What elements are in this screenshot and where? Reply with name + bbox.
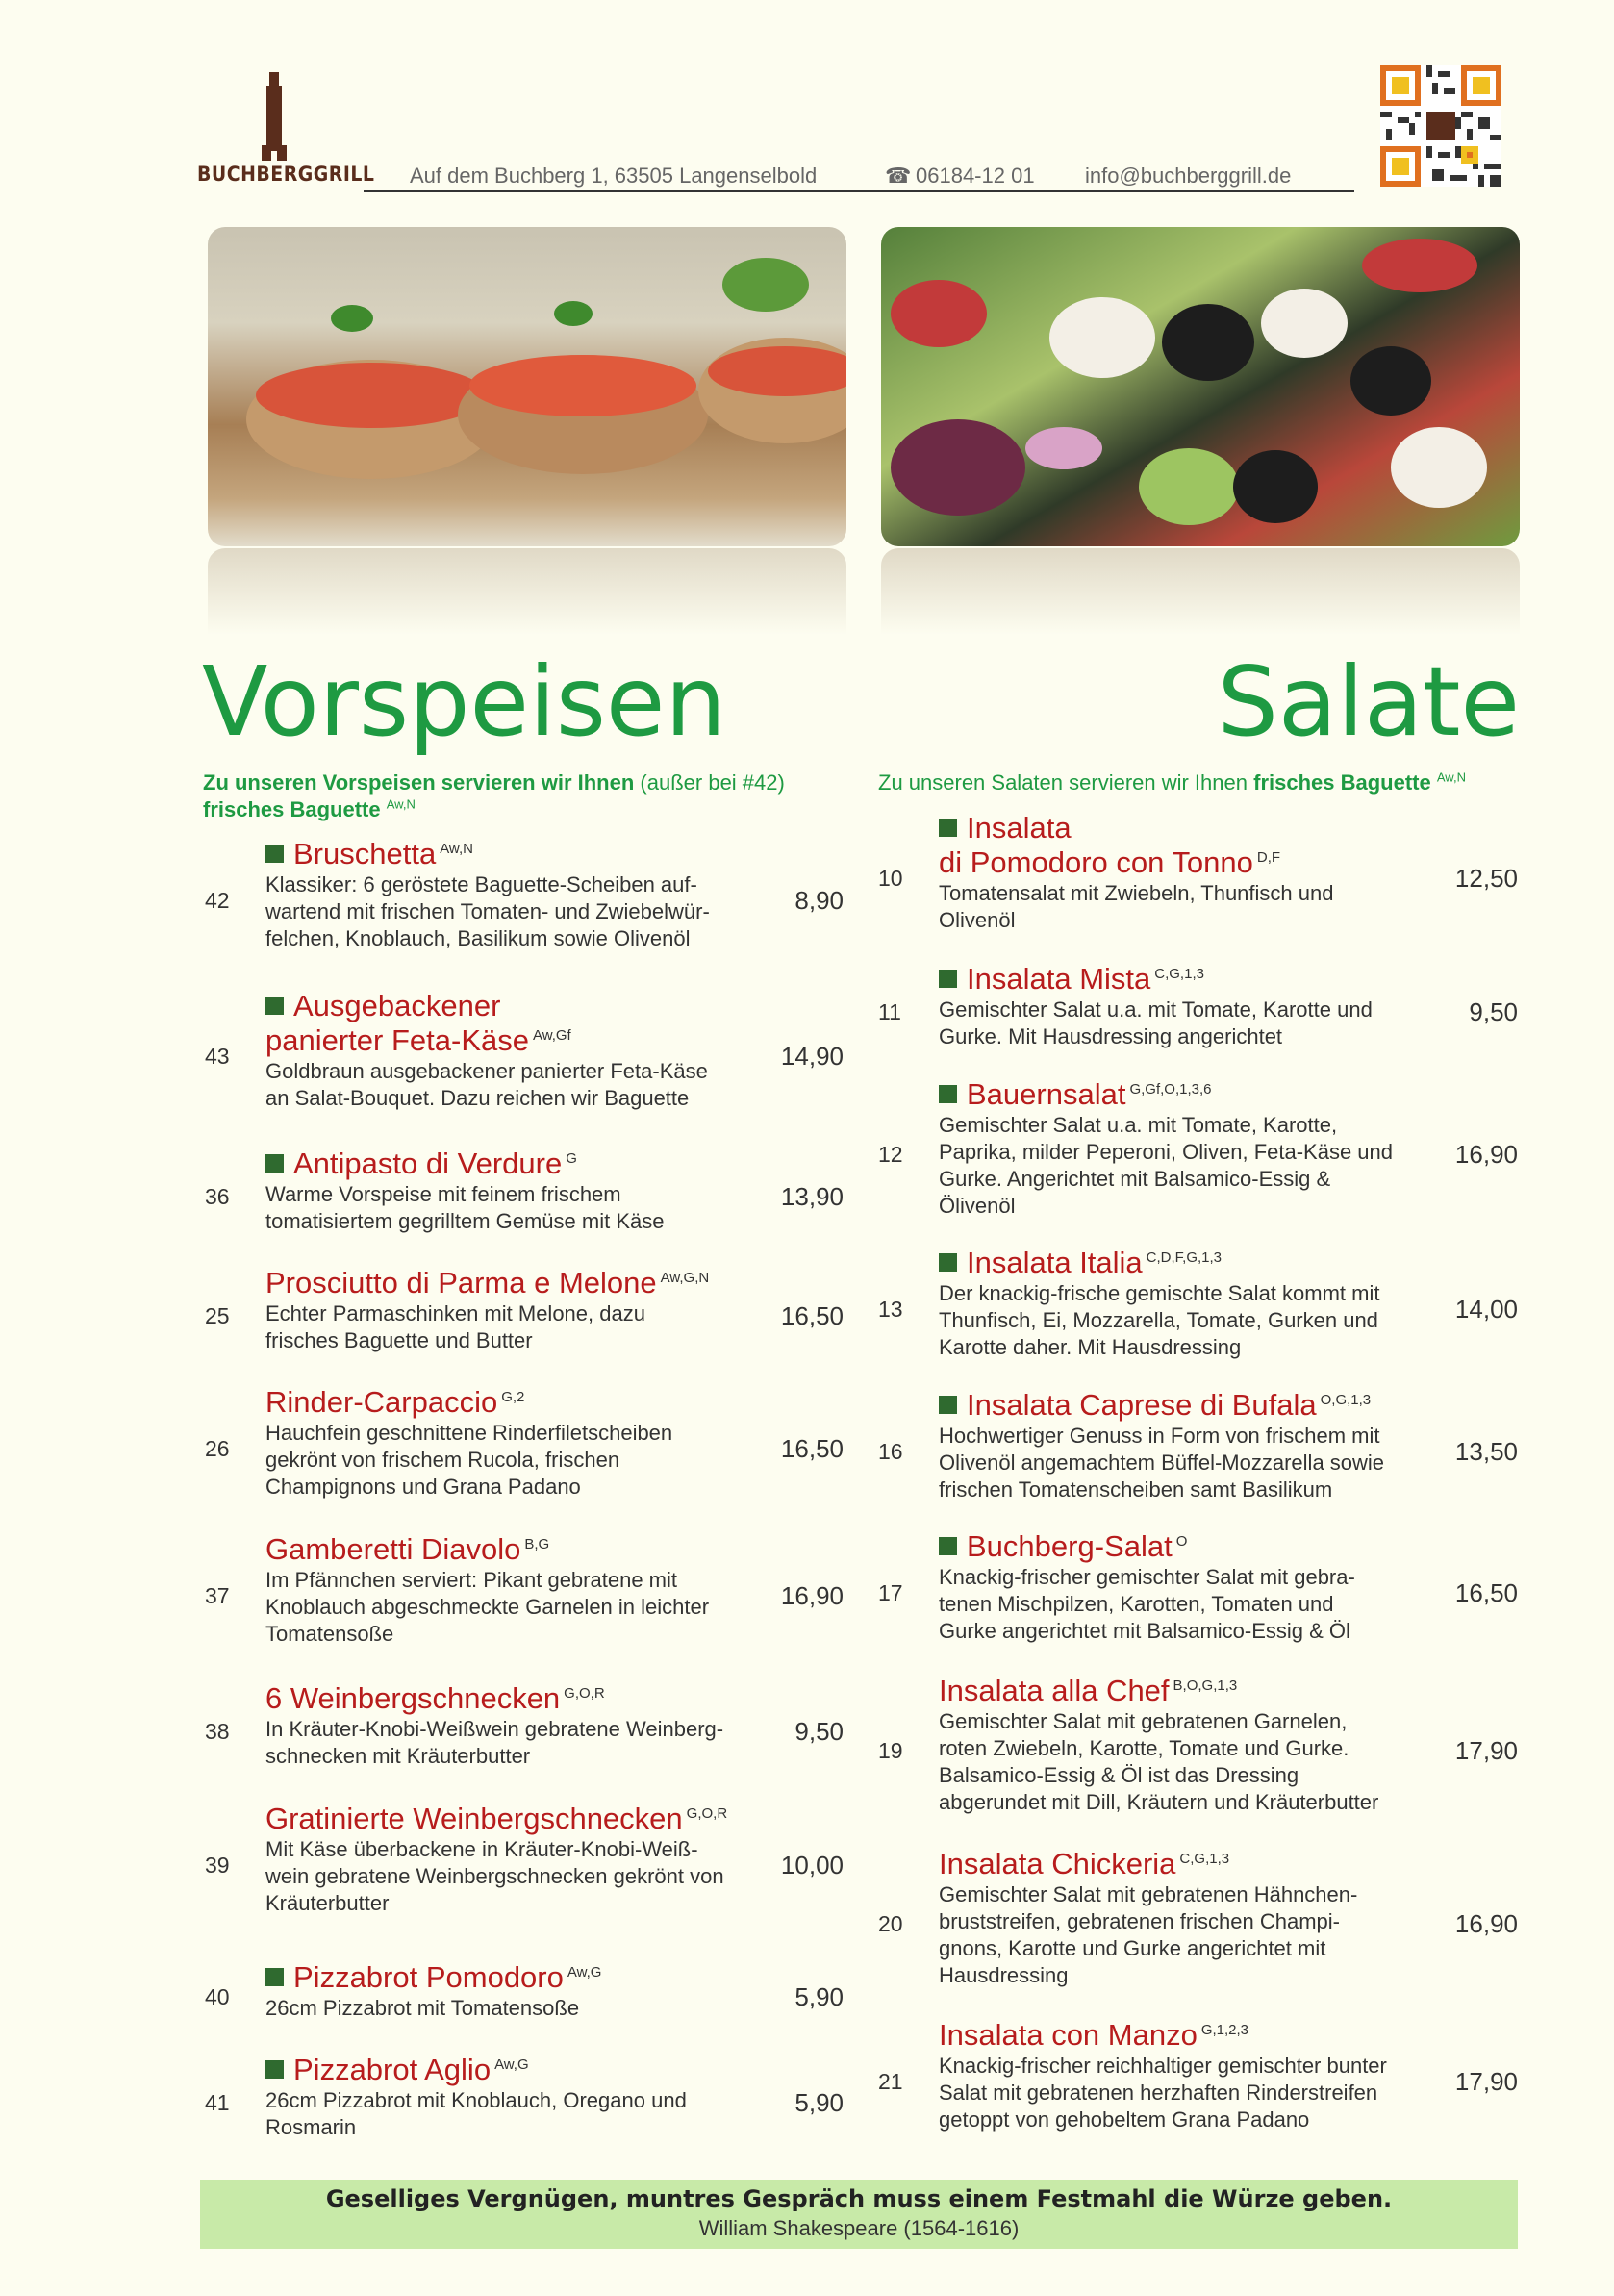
dish-price: 9,50 bbox=[794, 1717, 844, 1746]
dish-number: 36 bbox=[205, 1184, 230, 1209]
menu-item bbox=[878, 1847, 1518, 1989]
dish-price: 16,90 bbox=[780, 1581, 844, 1610]
menu-item bbox=[878, 811, 1518, 934]
menu-item bbox=[205, 1681, 844, 1770]
dish-name: Prosciutto di Parma e Melone $^{Aw,G,N}$ bbox=[265, 1266, 710, 1299]
bullet-icon bbox=[939, 1253, 957, 1272]
allergen-codes: B,G bbox=[524, 1535, 550, 1552]
logo-text: BUCHBERGGRILL bbox=[197, 163, 375, 186]
qr-code-icon[interactable] bbox=[1380, 65, 1501, 187]
dish-name: Ausgebackener bbox=[265, 989, 785, 1023]
menu-item bbox=[878, 1529, 1518, 1645]
allergen-codes: C,D,F,G,1,3 bbox=[1146, 1249, 1223, 1266]
phone-number[interactable]: 06184-12 01 bbox=[916, 164, 1035, 188]
dish-name: Gamberetti Diavolo $^{B,G}$ bbox=[265, 1532, 550, 1566]
menu-item bbox=[878, 2018, 1518, 2133]
dish-price: 17,90 bbox=[1454, 2067, 1518, 2096]
dish-description: Hochwertiger Genuss in Form von frischem mit Olivenöl angemachtem Büffel-Mozzarella sowie frischen Tomatenscheiben samt Basilikum bbox=[939, 1424, 1385, 1501]
footer-quote: Geselliges Vergnügen, muntres Gespräch muss einem Festmahl die Würze geben. bbox=[325, 2185, 1393, 2212]
dish-price: 16,90 bbox=[1454, 1909, 1518, 1938]
allergen-codes: Aw,G bbox=[494, 2056, 529, 2073]
dish-description: 26cm Pizzabrot mit Knoblauch, Oregano und Rosmarin bbox=[265, 2088, 687, 2139]
dish-number: 41 bbox=[205, 2090, 230, 2115]
footer-author: William Shakespeare (1564-1616) bbox=[698, 2216, 1020, 2240]
dish-description: 26cm Pizzabrot mit Tomatensoße bbox=[265, 1996, 580, 2020]
bullet-icon bbox=[939, 1537, 957, 1555]
dish-name: Pizzabrot Aglio $^{Aw,G}$ bbox=[265, 2053, 785, 2087]
photo-reflection bbox=[208, 548, 846, 635]
dish-price: 5,90 bbox=[794, 1982, 844, 2011]
dish-price: 13,90 bbox=[780, 1182, 844, 1211]
dish-description: In Kräuter-Knobi-Weißwein gebratene Weinberg- schnecken mit Kräuterbutter bbox=[265, 1717, 724, 1768]
allergen-codes: G,2 bbox=[501, 1388, 525, 1405]
dish-description: Mit Käse überbackene in Kräuter-Knobi-Weiß- wein gebratene Weinbergschnecken gekrönt von Kräuterbutter bbox=[265, 1837, 724, 1915]
allergen-codes: B,O,G,1,3 bbox=[1173, 1677, 1238, 1694]
menu-item bbox=[205, 1385, 844, 1501]
menu-item bbox=[878, 1674, 1518, 1816]
allergen-codes: G,O,R bbox=[686, 1804, 728, 1822]
salate-intro: Zu unseren Salaten servieren wir Ihnen frisches Baguette $^{Aw,N}$ bbox=[878, 770, 1466, 795]
dish-number: 40 bbox=[205, 1984, 230, 2009]
bullet-icon bbox=[265, 845, 284, 863]
allergen-codes: G,Gf,O,1,3,6 bbox=[1129, 1080, 1212, 1098]
dish-description: Klassiker: 6 geröstete Baguette-Scheiben auf- wartend mit frischen Tomaten- und Zwiebelwür- felchen, Knoblauch, Basilikum sowie Olivenöl bbox=[265, 872, 710, 950]
photo-reflection bbox=[881, 548, 1520, 635]
dish-name: Insalata con Manzo $^{G,1,2,3}$ bbox=[939, 2018, 1249, 2052]
menu-item bbox=[205, 1960, 844, 2022]
allergen-codes: Aw,G,N bbox=[660, 1269, 710, 1286]
dish-description: Gemischter Salat u.a. mit Tomate, Karotte und Gurke. Mit Hausdressing angerichtet bbox=[939, 997, 1373, 1048]
vorspeisen-intro: Zu unseren Vorspeisen servieren wir Ihnen (außer bei #42) frisches Baguette $^{Aw,N}$ bbox=[203, 770, 785, 821]
dish-description: Warme Vorspeise mit feinem frischem tomatisiertem gegrilltem Gemüse mit Käse bbox=[265, 1182, 665, 1233]
allergen-codes: C,G,1,3 bbox=[1154, 965, 1204, 982]
menu-item bbox=[205, 2053, 844, 2141]
allergen-codes: C,G,1,3 bbox=[1179, 1850, 1230, 1867]
tower-icon bbox=[258, 72, 290, 161]
dish-price: 16,50 bbox=[1454, 1578, 1518, 1607]
phone-icon: ☎ bbox=[885, 164, 912, 188]
section-title-vorspeisen: Vorspeisen bbox=[202, 645, 726, 758]
bullet-icon bbox=[939, 970, 957, 988]
dish-price: 14,00 bbox=[1454, 1295, 1518, 1324]
allergen-codes: Aw,G bbox=[567, 1963, 602, 1981]
dish-name: Insalata alla Chef $^{B,O,G,1,3}$ bbox=[939, 1674, 1238, 1707]
dish-price: 16,50 bbox=[780, 1301, 844, 1330]
dish-price: 5,90 bbox=[794, 2088, 844, 2117]
bruschetta-photo bbox=[208, 227, 846, 546]
dish-number: 19 bbox=[878, 1738, 903, 1763]
menu-item bbox=[878, 962, 1518, 1050]
dish-name-cont: di Pomodoro con Tonno $^{D,F}$ bbox=[939, 845, 1281, 879]
dish-number: 26 bbox=[205, 1436, 230, 1461]
allergen-codes: Aw,Gf bbox=[532, 1026, 571, 1044]
allergen-codes: G,1,2,3 bbox=[1200, 2021, 1249, 2038]
menu-item bbox=[878, 1388, 1518, 1503]
bullet-icon bbox=[939, 819, 957, 837]
dish-description: Hauchfein geschnittene Rinderfiletscheiben gekrönt von frischem Rucola, frischen Champignons und Grana Padano bbox=[265, 1421, 673, 1499]
dish-number: 42 bbox=[205, 888, 230, 913]
dish-price: 16,90 bbox=[1454, 1140, 1518, 1169]
dish-number: 17 bbox=[878, 1580, 903, 1605]
bullet-icon bbox=[265, 1968, 284, 1986]
dish-description: Tomatensalat mit Zwiebeln, Thunfisch und Olivenöl bbox=[939, 881, 1334, 932]
dish-price: 16,50 bbox=[780, 1434, 844, 1463]
dish-number: 38 bbox=[205, 1719, 230, 1744]
bullet-icon bbox=[265, 1154, 284, 1173]
dish-name: Insalata Italia $^{C,D,F,G,1,3}$ bbox=[939, 1246, 1439, 1280]
menu-item bbox=[205, 989, 844, 1112]
menu-item bbox=[878, 1246, 1518, 1361]
dish-name: Insalata Chickeria $^{C,G,1,3}$ bbox=[939, 1847, 1230, 1880]
dish-name: Antipasto di Verdure $^G$ bbox=[265, 1147, 785, 1181]
dish-description: Echter Parmaschinken mit Melone, dazu frisches Baguette und Butter bbox=[265, 1301, 645, 1352]
dish-description: Knackig-frischer reichhaltiger gemischter bunter Salat mit gebratenen herzhaften Rinderstreifen getoppt von gehobeltem Grana Padano bbox=[939, 2054, 1387, 2132]
address: Auf dem Buchberg 1, 63505 Langenselbold bbox=[410, 164, 818, 188]
allergen-codes: O bbox=[1175, 1532, 1188, 1550]
dish-description: Goldbraun ausgebackener panierter Feta-Käse an Salat-Bouquet. Dazu reichen wir Baguette bbox=[265, 1059, 708, 1110]
dish-number: 25 bbox=[205, 1303, 230, 1328]
menu-item bbox=[205, 837, 844, 952]
dish-number: 16 bbox=[878, 1439, 903, 1464]
dish-price: 12,50 bbox=[1454, 864, 1518, 893]
bullet-icon bbox=[939, 1085, 957, 1103]
allergen-codes: G,O,R bbox=[564, 1684, 605, 1702]
menu-item bbox=[205, 1147, 844, 1235]
allergen-codes: D,F bbox=[1256, 848, 1281, 866]
dish-name: Insalata Caprese di Bufala $^{O,G,1,3}$ bbox=[939, 1388, 1439, 1423]
dish-price: 10,00 bbox=[780, 1851, 844, 1880]
bullet-icon bbox=[265, 997, 284, 1015]
dish-name: Buchberg-Salat $^O$ bbox=[939, 1529, 1439, 1564]
bullet-icon bbox=[265, 2060, 284, 2079]
dish-description: Im Pfännchen serviert: Pikant gebratene mit Knoblauch abgeschmeckte Garnelen in leichter Tomatensoße bbox=[265, 1568, 710, 1646]
dish-description: Gemischter Salat mit gebratenen Garnelen, roten Zwiebeln, Karotte, Tomate und Gurke. Balsamico-Essig & Öl ist das Dressing abgerundet mit Dill, Kräutern und Kräuterbutter bbox=[939, 1709, 1379, 1814]
dish-description: Gemischter Salat mit gebratenen Hähnchen- bruststreifen, gebratenen frischen Champi- gnons, Karotte und Gurke angerichtet mit Hausdressing bbox=[939, 1882, 1358, 1987]
dish-price: 14,90 bbox=[780, 1042, 844, 1071]
dish-description: Der knackig-frische gemischte Salat kommt mit Thunfisch, Ei, Mozzarella, Tomate, Gurken und Karotte daher. Mit Hausdressing bbox=[939, 1281, 1380, 1359]
allergen-codes: Aw,N bbox=[440, 840, 473, 857]
menu-item bbox=[205, 1266, 844, 1354]
dish-name: Rinder-Carpaccio $^{G,2}$ bbox=[265, 1385, 525, 1419]
dish-price: 9,50 bbox=[1469, 997, 1518, 1026]
dish-description: Knackig-frischer gemischter Salat mit gebra- tenen Mischpilzen, Karotten, Tomaten und Gurke angerichtet mit Balsamico-Essig & Öl bbox=[939, 1565, 1355, 1643]
allergen-codes: G bbox=[566, 1149, 577, 1167]
dish-price: 13,50 bbox=[1454, 1437, 1518, 1466]
salad-photo bbox=[881, 227, 1520, 546]
logo bbox=[197, 72, 375, 186]
dish-name-cont: panierter Feta-Käse $^{Aw,Gf}$ bbox=[265, 1023, 571, 1057]
dish-price: 8,90 bbox=[794, 886, 844, 915]
dish-number: 21 bbox=[878, 2069, 903, 2094]
dish-name: Bruschetta $^{Aw,N}$ bbox=[265, 837, 785, 871]
dish-name: Insalata Mista $^{C,G,1,3}$ bbox=[939, 962, 1439, 997]
dish-name: Insalata bbox=[939, 811, 1439, 845]
dish-number: 37 bbox=[205, 1583, 230, 1608]
dish-price: 17,90 bbox=[1454, 1736, 1518, 1765]
dish-number: 43 bbox=[205, 1044, 230, 1069]
dish-name: Gratinierte Weinbergschnecken $^{G,O,R}$ bbox=[265, 1802, 728, 1835]
dish-name: 6 Weinbergschnecken $^{G,O,R}$ bbox=[265, 1681, 605, 1715]
section-title-salate: Salate bbox=[1217, 645, 1520, 758]
menu-item bbox=[205, 1532, 844, 1648]
dish-number: 20 bbox=[878, 1911, 903, 1936]
dish-number: 10 bbox=[878, 866, 903, 891]
email-link[interactable]: info@buchberggrill.de bbox=[1085, 164, 1292, 188]
dish-description: Gemischter Salat u.a. mit Tomate, Karotte, Paprika, milder Peperoni, Oliven, Feta-Käse und Gurke. Angerichtet mit Balsamico-Essig & Ölivenöl bbox=[939, 1113, 1394, 1218]
dish-number: 12 bbox=[878, 1142, 903, 1167]
contact-bar bbox=[364, 164, 1354, 192]
dish-number: 11 bbox=[878, 999, 901, 1024]
menu-item bbox=[878, 1077, 1518, 1220]
allergen-codes: O,G,1,3 bbox=[1320, 1391, 1372, 1408]
dish-name: Pizzabrot Pomodoro $^{Aw,G}$ bbox=[265, 1960, 785, 1995]
footer-quote-box bbox=[200, 2180, 1518, 2249]
dish-name: Bauernsalat $^{G,Gf,O,1,3,6}$ bbox=[939, 1077, 1439, 1112]
bullet-icon bbox=[939, 1396, 957, 1414]
dish-number: 13 bbox=[878, 1297, 903, 1322]
menu-item bbox=[205, 1802, 844, 1917]
dish-number: 39 bbox=[205, 1853, 230, 1878]
